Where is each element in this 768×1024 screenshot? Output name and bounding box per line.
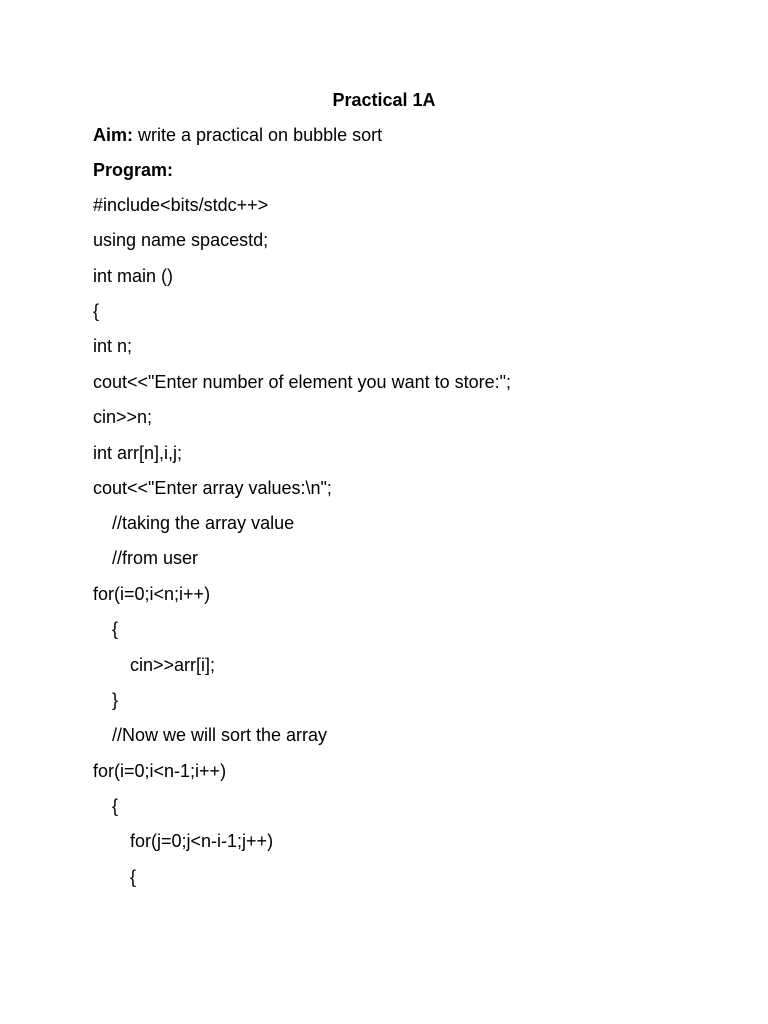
code-line: for(j=0;j<n-i-1;j++) — [130, 831, 274, 851]
code-line: int n; — [93, 336, 133, 356]
code-line: int arr[n],i,j; — [93, 443, 183, 463]
code-comment: //Now we will sort the array — [112, 725, 328, 745]
aim-text: write a practical on bubble sort — [133, 125, 383, 145]
code-line: for(i=0;i<n-1;i++) — [93, 761, 227, 781]
code-line: { — [130, 867, 137, 887]
code-comment: //from user — [112, 548, 199, 568]
code-line: } — [112, 690, 119, 710]
aim-line — [93, 123, 382, 147]
code-line: cin>>arr[i]; — [130, 655, 216, 675]
aim-label: Aim: — [93, 125, 133, 145]
code-line: { — [112, 619, 119, 639]
program-label: Program: — [93, 160, 174, 180]
code-line: { — [93, 301, 100, 321]
code-line: cout<<"Enter array values:\n"; — [93, 478, 332, 498]
code-line: #include<bits/stdc++> — [93, 195, 269, 215]
code-line: cin>>n; — [93, 407, 153, 427]
code-line: { — [112, 796, 119, 816]
document-title: Practical 1A — [332, 90, 436, 110]
code-line: using name spacestd; — [93, 230, 269, 250]
code-line: cout<<"Enter number of element you want to store:"; — [93, 372, 512, 392]
code-line: int main () — [93, 266, 174, 286]
code-comment: //taking the array value — [112, 513, 295, 533]
code-line: for(i=0;i<n;i++) — [93, 584, 211, 604]
